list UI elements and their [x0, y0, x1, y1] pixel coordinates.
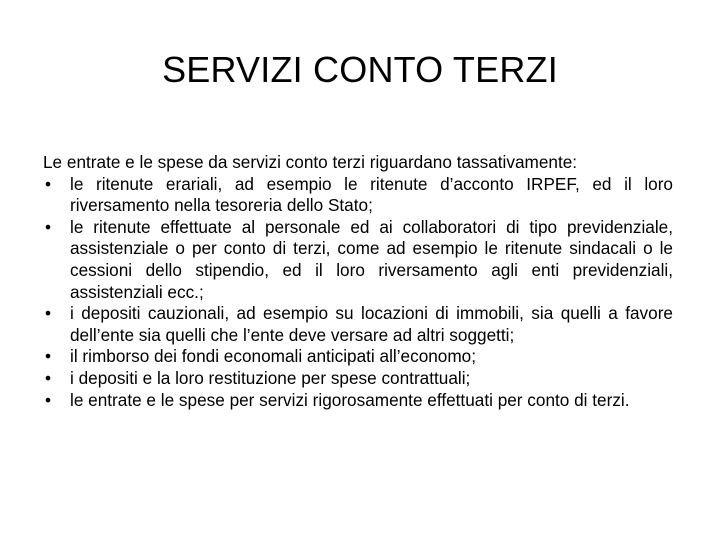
list-item-text: le ritenute erariali, ad esempio le ritenute d’acconto IRPEF, ed il loro riversamento nella tesoreria dello Stato;: [70, 173, 673, 216]
bullet-list: [43, 174, 673, 412]
bullet-icon: •: [45, 303, 52, 324]
list-item: [43, 174, 673, 217]
bullet-icon: •: [45, 216, 52, 237]
bullet-icon: •: [45, 346, 52, 367]
list-item: [43, 390, 673, 412]
list-item: [43, 303, 673, 346]
list-item-text: le ritenute effettuate al personale ed ai collaboratori di tipo previdenziale, assistenziale o per conto di terzi, come ad esempio le ritenute sindacali o le cessioni dello stipendio, ed il loro riversamento agli enti previdenziali, assistenziali ecc.;: [70, 216, 673, 302]
list-item: [43, 217, 673, 303]
bullet-icon: •: [45, 367, 52, 388]
slide-title: SERVIZI CONTO TERZI: [162, 49, 558, 90]
intro-text: Le entrate e le spese da servizi conto terzi riguardano tassativamente:: [43, 152, 578, 172]
slide-body: [43, 152, 673, 411]
list-item: [43, 368, 673, 390]
bullet-icon: •: [45, 173, 52, 194]
list-item: [43, 346, 673, 368]
list-item-text: i depositi e la loro restituzione per spese contrattuali;: [70, 367, 471, 388]
list-item-text: il rimborso dei fondi economali anticipati all’economo;: [70, 346, 477, 367]
list-item-text: i depositi cauzionali, ad esempio su locazioni di immobili, sia quelli a favore dell’ente sia quelli che l’ente deve versare ad altri soggetti;: [70, 303, 673, 345]
list-item-text: le entrate e le spese per servizi rigorosamente effettuati per conto di terzi.: [70, 389, 630, 410]
bullet-icon: •: [45, 389, 52, 410]
